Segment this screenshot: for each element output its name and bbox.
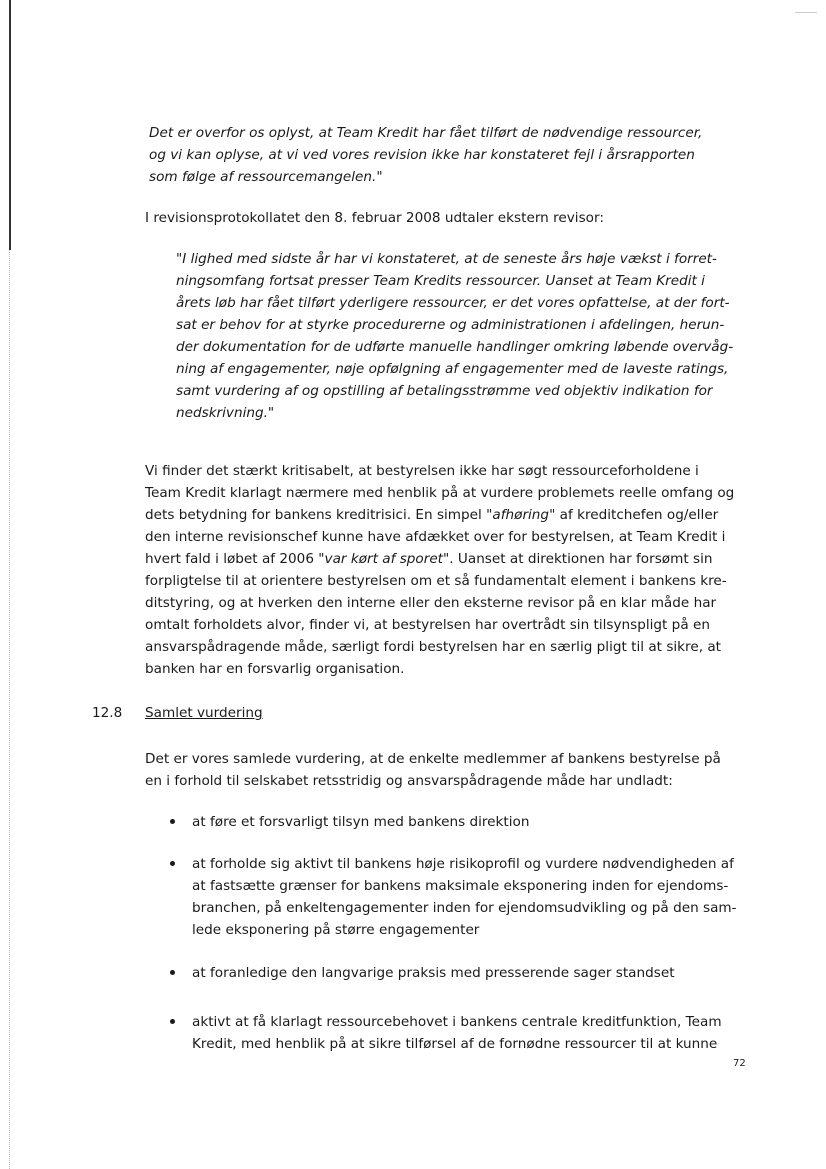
bullet-icon xyxy=(170,861,175,866)
page-number: 72 xyxy=(733,1058,746,1069)
text-line xyxy=(145,504,734,526)
text-line: ningsomfang fortsat presser Team Kredits ressourcer. Uanset at Team Kredit i xyxy=(176,273,705,289)
text-line: nedskrivning." xyxy=(176,405,275,421)
text-line xyxy=(145,570,734,592)
text-line xyxy=(145,658,734,680)
italic-quote: afhøring xyxy=(492,507,550,523)
quote-block-1 xyxy=(149,122,702,188)
text-segment: ansvarspådragende måde, særligt fordi bestyrelsen har en særlig pligt til at sikre, at xyxy=(145,639,722,655)
text-line: at forholde sig aktivt til bankens høje risikoprofil og vurdere nødvendigheden af xyxy=(192,856,734,872)
text-segment: forpligtelse til at orientere bestyrelsen om et så fundamentalt element i bankens kre- xyxy=(145,573,727,589)
text-segment: . Uanset at direktionen har forsømt sin xyxy=(449,551,713,567)
bullet-icon xyxy=(170,1019,175,1024)
text-line xyxy=(145,526,734,548)
text-line: aktivt at få klarlagt ressourcebehovet i bankens centrale kreditfunktion, Team xyxy=(192,1014,722,1030)
text-line: Det er vores samlede vurdering, at de enkelte medlemmer af bankens bestyrelse på xyxy=(145,751,721,767)
bullet-icon xyxy=(170,970,175,975)
text-line xyxy=(145,482,734,504)
text-segment: Team Kredit klarlagt nærmere med henblik på at vurdere problemets reelle omfang og xyxy=(145,485,735,501)
text-segment: ditstyring, og at hverken den interne eller den eksterne revisor på en klar måde har xyxy=(145,595,717,611)
text-line: at foranledige den langvarige praksis med presserende sager standset xyxy=(192,965,675,981)
text-line xyxy=(145,548,734,570)
bullet-text xyxy=(192,853,737,941)
text-line xyxy=(145,614,734,636)
text-line: ning af engagementer, nøje opfølgning af engagementer med de laveste ratings, xyxy=(176,361,729,377)
text-line: Det er overfor os oplyst, at Team Kredit har fået tilført de nødvendige ressourcer, xyxy=(149,125,703,141)
scan-edge-dotted xyxy=(9,250,11,1169)
assessment-paragraph xyxy=(145,460,734,680)
text-segment: hvert fald i løbet af 2006 xyxy=(145,551,319,567)
text-line xyxy=(145,460,734,482)
text-line: at føre et forsvarligt tilsyn med bankens direktion xyxy=(192,814,530,830)
text-line: branchen, på enkeltengagementer inden for ejendomsudvikling og på den sam- xyxy=(192,900,737,916)
text-line: I revisionsprotokollatet den 8. februar 2008 udtaler ekstern revisor: xyxy=(145,210,604,226)
text-line xyxy=(145,636,734,658)
summary-paragraph xyxy=(145,748,721,792)
text-line: årets løb har fået tilført yderligere ressourcer, er det vores opfattelse, at der fort- xyxy=(176,295,730,311)
section-title: Samlet vurdering xyxy=(145,705,263,721)
text-line: at fastsætte grænser for bankens maksimale eksponering inden for ejendoms- xyxy=(192,878,729,894)
scan-mark xyxy=(795,12,817,13)
text-line: som følge af ressourcemangelen." xyxy=(149,169,383,185)
text-segment: " af kreditchefen og/eller xyxy=(549,507,719,523)
text-line: der dokumentation for de udførte manuelle handlinger omkring løbende overvåg- xyxy=(176,339,734,355)
text-segment: dets betydning for bankens kreditrisici. En simpel " xyxy=(145,507,493,523)
text-line: sat er behov for at styrke procedurerne og administrationen i afdelingen, herun- xyxy=(176,317,725,333)
scan-edge-line xyxy=(9,0,11,250)
bullet-icon xyxy=(170,819,175,824)
quote-block-2 xyxy=(176,248,733,424)
text-segment: banken har en forsvarlig organisation. xyxy=(145,661,405,677)
text-line: "I lighed med sidste år har vi konstateret, at de seneste års høje vækst i forret- xyxy=(176,251,717,267)
intro-paragraph xyxy=(145,207,604,229)
text-segment: den interne revisionschef kunne have afdækket over for bestyrelsen, at Team Kredit i xyxy=(145,529,726,545)
text-line: lede eksponering på større engagementer xyxy=(192,922,480,938)
text-line xyxy=(145,592,734,614)
bullet-text xyxy=(192,1011,722,1055)
text-line: samt vurdering af og opstilling af betalingsstrømme ved objektiv indikation for xyxy=(176,383,713,399)
bullet-text xyxy=(192,962,675,984)
section-number: 12.8 xyxy=(92,705,123,721)
italic-quote: "var kørt af sporet" xyxy=(318,551,450,567)
text-line: Kredit, med henblik på at sikre tilførsel af de fornødne ressourcer til at kunne xyxy=(192,1036,718,1052)
text-line: en i forhold til selskabet retsstridig og ansvarspådragende måde har undladt: xyxy=(145,773,673,789)
bullet-text xyxy=(192,811,529,833)
text-segment: Vi finder det stærkt kritisabelt, at bestyrelsen ikke har søgt ressourceforholdene i xyxy=(145,463,699,479)
text-segment: omtalt forholdets alvor, finder vi, at bestyrelsen har overtrådt sin tilsynspligt på en xyxy=(145,617,710,633)
text-line: og vi kan oplyse, at vi ved vores revision ikke har konstateret fejl i årsrapporten xyxy=(149,147,695,163)
